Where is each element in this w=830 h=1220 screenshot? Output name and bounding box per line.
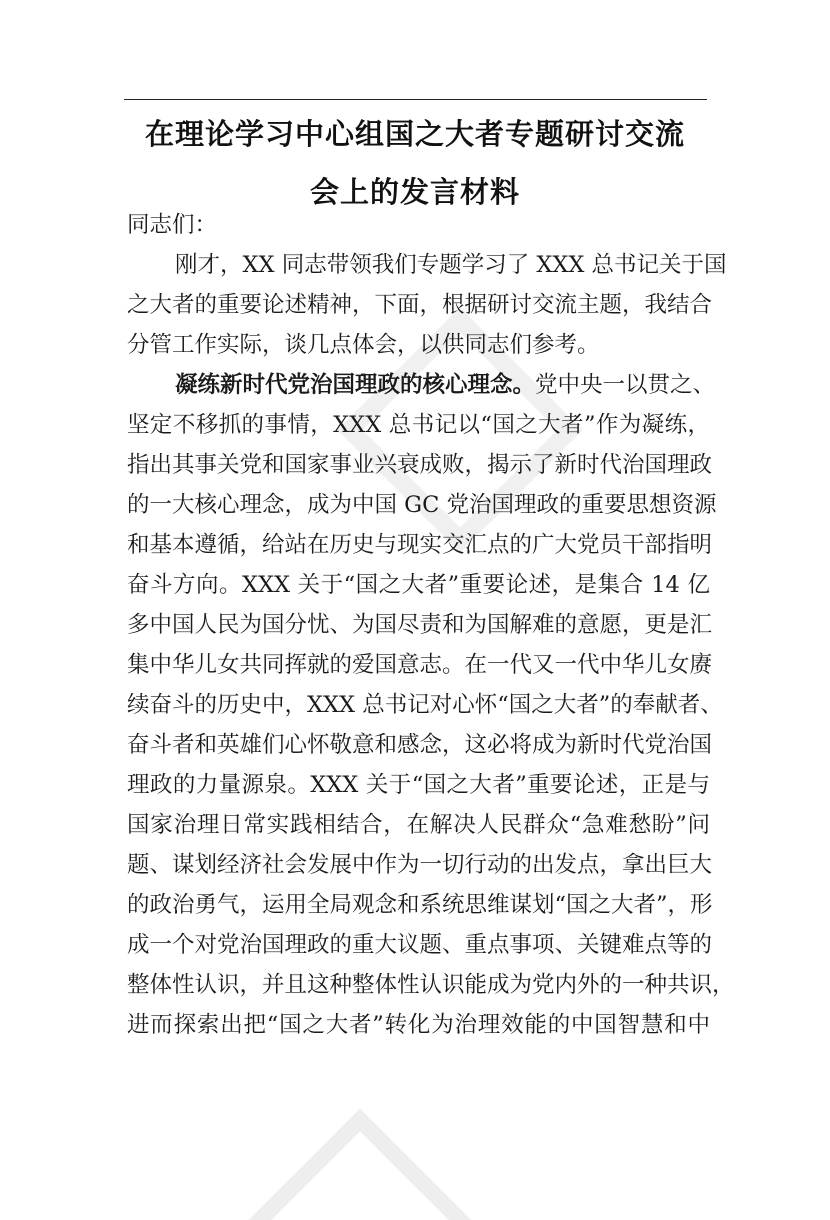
text-line — [127, 845, 713, 885]
header-rule — [124, 99, 707, 100]
text-line — [127, 805, 710, 845]
text-line — [127, 645, 713, 685]
text-line — [127, 605, 713, 645]
text-line — [127, 565, 710, 605]
paragraph-text: 党中央一以贯之、 — [535, 372, 716, 398]
text-line — [127, 245, 727, 285]
paragraph-text: 集中华儿女共同挥就的爱国意志。在一代又一代中华儿女赓 — [127, 652, 713, 678]
section-heading-text: 凝练新时代党治国理政的核心理念。 — [175, 372, 536, 398]
paragraph-text: 奋斗方向。XXX 关于“国之大者”重要论述，是集合 14 亿 — [127, 572, 710, 598]
text-line — [127, 445, 713, 485]
document-title-line-1: 在理论学习中心组国之大者专题研讨交流 — [144, 117, 685, 151]
paragraph-text: 同志们： — [127, 212, 218, 238]
text-line — [127, 965, 735, 1005]
paragraph-text: 奋斗者和英雄们心怀敬意和感念，这必将成为新时代党治国 — [127, 732, 713, 758]
paragraph-text: 之大者的重要论述精神，下面，根据研讨交流主题，我结合 — [127, 292, 713, 318]
paragraph-text: 国家治理日常实践相结合，在解决人民群众“急难愁盼”问 — [127, 812, 710, 838]
paragraph-text: 进而探索出把“国之大者”转化为治理效能的中国智慧和中 — [127, 1012, 710, 1038]
document-title-line-2: 会上的发言材料 — [309, 175, 520, 209]
paragraph-text: 坚定不移抓的事情，XXX 总书记以“国之大者”作为凝练， — [127, 412, 710, 438]
text-line — [127, 765, 710, 805]
text-line — [127, 925, 713, 965]
watermark-logo-icon — [230, 1100, 490, 1220]
text-line — [127, 285, 713, 325]
text-line — [127, 485, 717, 525]
text-line — [127, 1005, 710, 1045]
paragraph-text: 分管工作实际，谈几点体会，以供同志们参考。 — [127, 332, 600, 358]
paragraph-text: 指出其事关党和国家事业兴衰成败，揭示了新时代治国理政 — [127, 452, 713, 478]
text-line — [127, 205, 710, 245]
paragraph-text: 成一个对党治国理政的重大议题、重点事项、关键难点等的 — [127, 932, 713, 958]
text-line — [127, 405, 710, 445]
paragraph-text: 刚才，XX 同志带领我们专题学习了 XXX 总书记关于国 — [175, 252, 727, 278]
paragraph-text: 题、谋划经济社会发展中作为一切行动的出发点，拿出巨大 — [127, 852, 713, 878]
text-line — [127, 885, 713, 925]
text-line — [127, 325, 710, 365]
paragraph-text: 的一大核心理念，成为中国 GC 党治国理政的重要思想资源 — [127, 492, 717, 518]
text-line — [127, 365, 716, 405]
text-line — [127, 685, 723, 725]
paragraph-text: 多中国人民为国分忧、为国尽责和为国解难的意愿，更是汇 — [127, 612, 713, 638]
text-line — [127, 725, 713, 765]
paragraph-text: 的政治勇气，运用全局观念和系统思维谋划“国之大者”，形 — [127, 892, 713, 918]
text-line — [127, 525, 713, 565]
paragraph-text: 和基本遵循，给站在历史与现实交汇点的广大党员干部指明 — [127, 532, 713, 558]
paragraph-text: 整体性认识，并且这种整体性认识能成为党内外的一种共识， — [127, 972, 735, 998]
paragraph-text: 续奋斗的历史中，XXX 总书记对心怀“国之大者”的奉献者、 — [127, 692, 723, 718]
paragraph-text: 理政的力量源泉。XXX 关于“国之大者”重要论述，正是与 — [127, 772, 710, 798]
document-body — [127, 205, 735, 1045]
